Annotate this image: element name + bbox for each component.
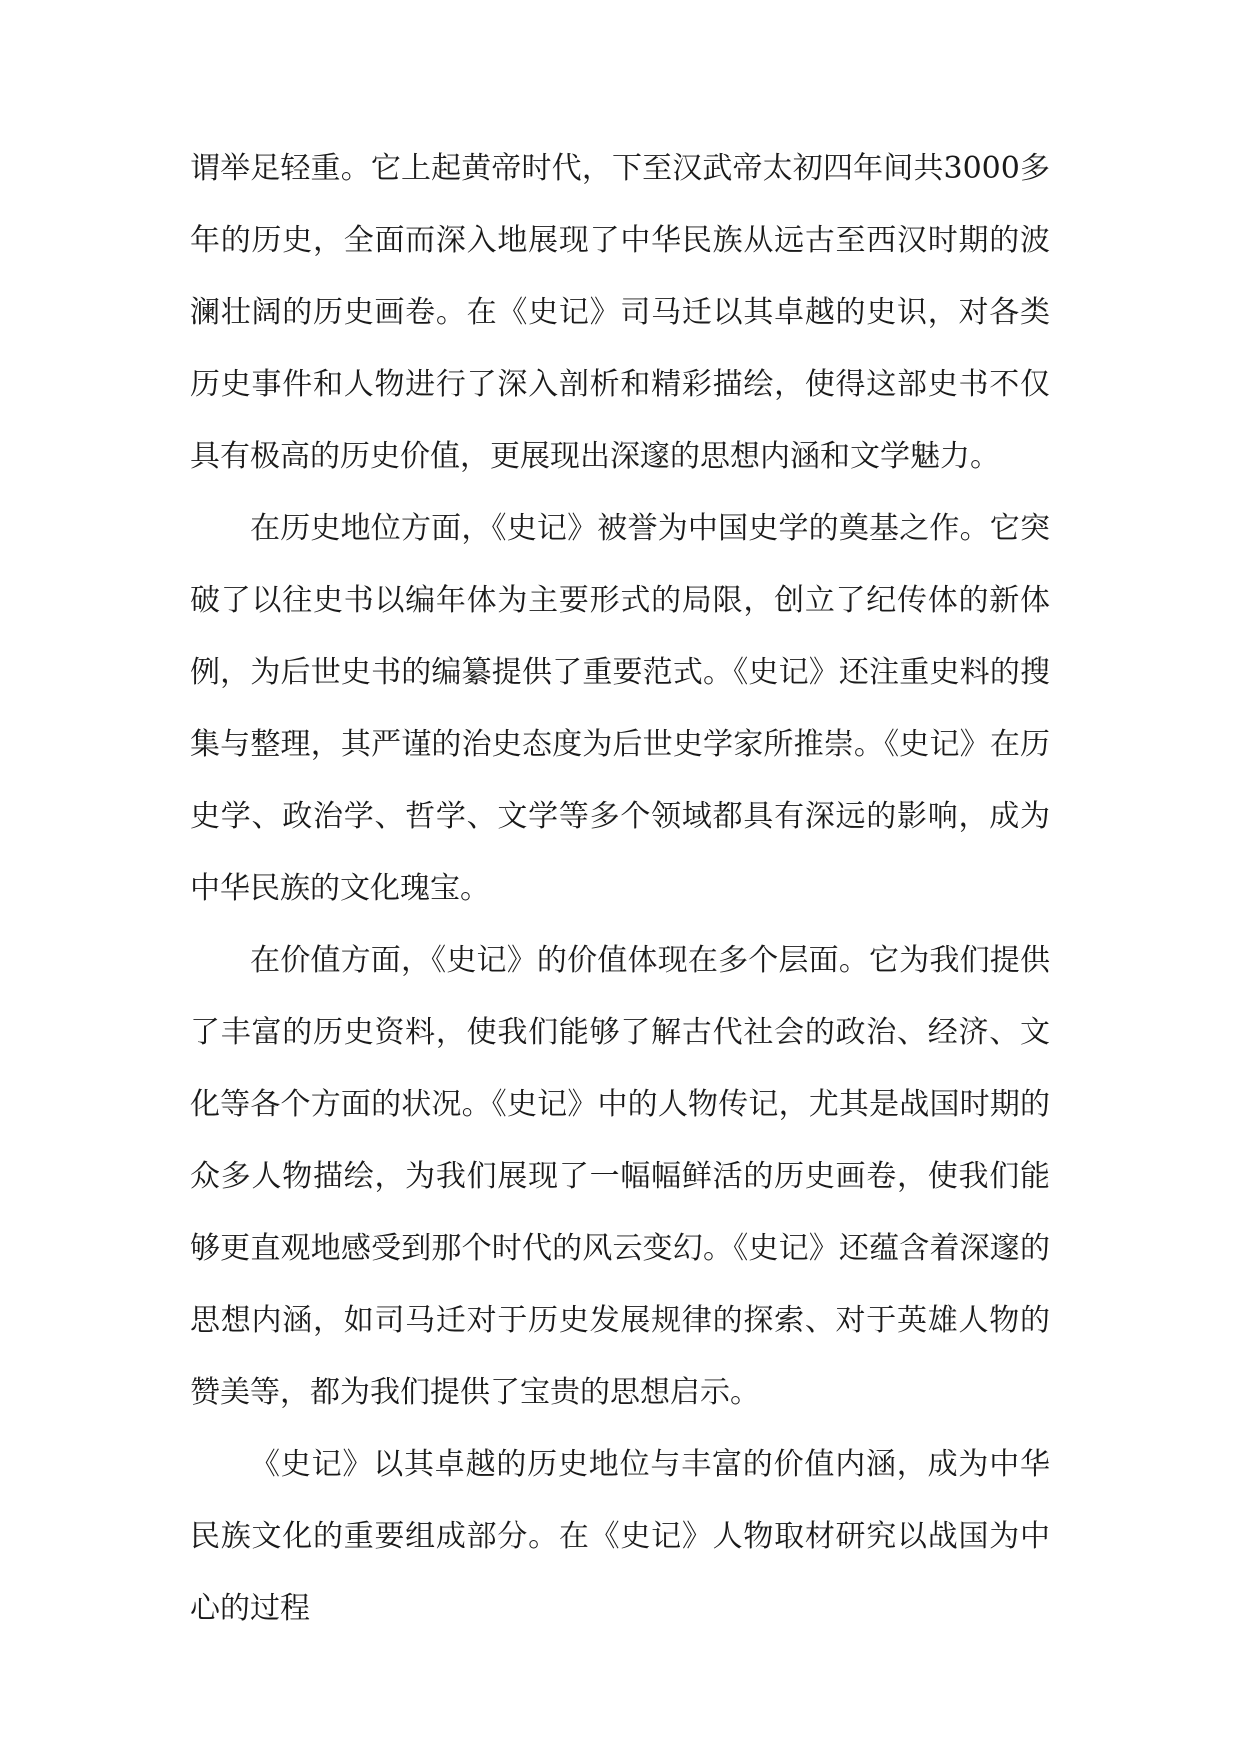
- body-text: [190, 133, 1050, 1645]
- paragraph-2: 在历史地位方面，《史记》被誉为中国史学的奠基之作。它突破了以往史书以编年体为主要形式的局限，创立了纪传体的新体例，为后世史书的编纂提供了重要范式。《史记》还注重史料的搜集与整理，其严谨的治史态度为后世史学家所推崇。《史记》在历史学、政治学、哲学、文学等多个领域都具有深远的影响，成为中华民族的文化瑰宝。: [190, 511, 1050, 906]
- paragraph-3: 在价值方面，《史记》的价值体现在多个层面。它为我们提供了丰富的历史资料，使我们能够了解古代社会的政治、经济、文化等各个方面的状况。《史记》中的人物传记，尤其是战国时期的众多人物描绘，为我们展现了一幅幅鲜活的历史画卷，使我们能够更直观地感受到那个时代的风云变幻。《史记》还蕴含着深邃的思想内涵，如司马迁对于历史发展规律的探索、对于英雄人物的赞美等，都为我们提供了宝贵的思想启示。: [190, 943, 1050, 1410]
- paragraph-1: 谓举足轻重。它上起黄帝时代，下至汉武帝太初四年间共3000多年的历史，全面而深入地展现了中华民族从远古至西汉时期的波澜壮阔的历史画卷。在《史记》司马迁以其卓越的史识，对各类历史事件和人物进行了深入剖析和精彩描绘，使得这部史书不仅具有极高的历史价值，更展现出深邃的思想内涵和文学魅力。: [190, 151, 1050, 474]
- paragraph-4: 《史记》以其卓越的历史地位与丰富的价值内涵，成为中华民族文化的重要组成部分。在《史记》人物取材研究以战国为中心的过程: [190, 1447, 1050, 1626]
